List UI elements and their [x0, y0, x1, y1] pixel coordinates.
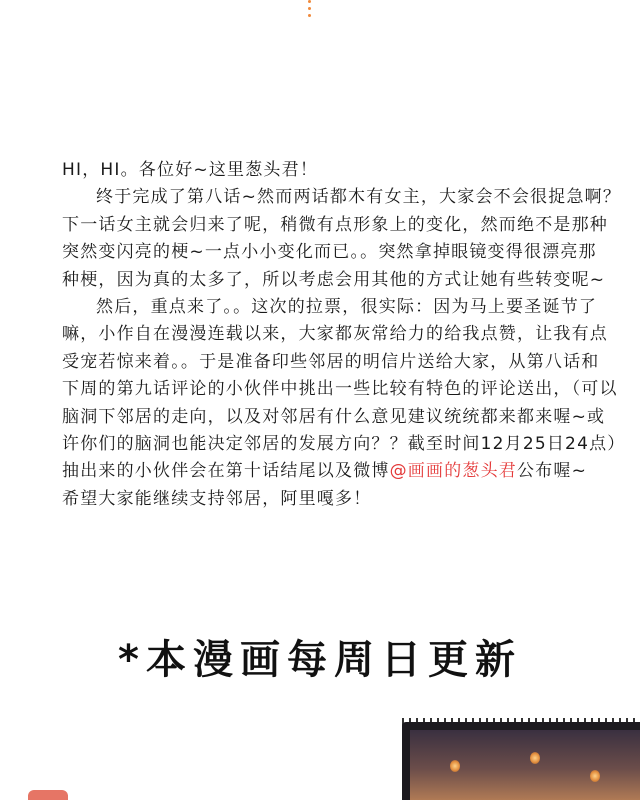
weibo-announcement-line — [62, 458, 602, 485]
note-line: 脑洞下邻居的走向，以及对邻居有什么意见建议统统都来都来喔~或 — [62, 406, 606, 427]
announcement-text: 公布喔~ — [517, 461, 588, 482]
author-note — [62, 157, 626, 513]
comic-scene-illustration — [410, 730, 640, 800]
greeting-line: HI，HI。各位好~这里葱头君！ — [62, 160, 319, 180]
note-line: 突然变闪亮的梗~一点小小变化而已。。突然拿掉眼镜变得很漂亮那 — [62, 242, 597, 263]
announcement-text: 抽出来的小伙伴会在第十话结尾以及微博 — [62, 461, 390, 482]
closing-line: 希望大家能继续支持邻居，阿里嘎多！ — [62, 488, 372, 509]
note-line: 下周的第九话评论的小伙伴中挑出一些比较有特色的评论送出，（可以 — [62, 379, 618, 400]
lantern-icon — [590, 770, 600, 782]
comic-preview-image — [402, 722, 640, 800]
update-schedule-notice: *本漫画每周日更新 — [118, 637, 522, 683]
note-line: 然后，重点来了。。这次的拉票，很实际：因为马上要圣诞节了 — [96, 297, 598, 318]
weibo-handle: @画画的葱头君 — [389, 461, 518, 482]
note-line: 终于完成了第八话~然而两话都木有女主，大家会不会很捉急啊？ — [96, 187, 622, 208]
note-line: 种梗，因为真的太多了，所以考虑会用其他的方式让她有些转变呢~ — [62, 269, 606, 290]
lantern-icon — [530, 752, 540, 764]
note-line: 许你们的脑洞也能决定邻居的发展方向？？截至时间12月25日24点） — [62, 434, 626, 455]
note-line: 下一话女主就会归来了呢，稍微有点形象上的变化，然而绝不是那种 — [62, 214, 608, 235]
note-line: 受宠若惊来着。。于是准备印些邻居的明信片送给大家，从第八话和 — [62, 351, 600, 372]
top-dots-decoration — [306, 0, 312, 20]
corner-decoration — [28, 790, 68, 800]
lantern-icon — [450, 760, 460, 772]
note-line: 嘛，小作自在漫漫连载以来，大家都灰常给力的给我点赞，让我有点 — [62, 324, 608, 345]
